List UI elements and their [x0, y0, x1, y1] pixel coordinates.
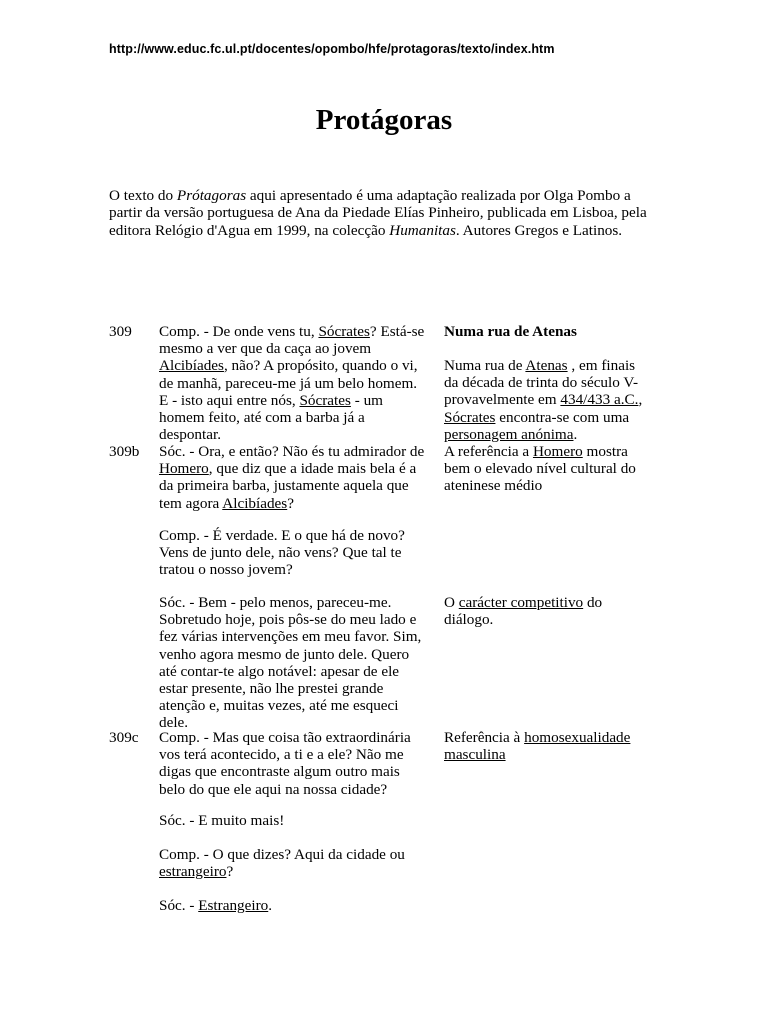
link-homosexualidade[interactable]: homosexualidade — [524, 729, 631, 746]
dialogue-block: Sóc. - E muito mais! — [159, 812, 285, 829]
note-block: Referência à homosexualidade masculina — [444, 729, 631, 764]
source-url[interactable]: http://www.educ.fc.ul.pt/docentes/opombo/hfe/protagoras/texto/index.htm — [109, 42, 555, 56]
notes-heading: Numa rua de Atenas — [444, 323, 577, 340]
link-estrangeiro[interactable]: Estrangeiro — [198, 897, 269, 914]
note-block: O carácter competitivo do diálogo. — [444, 594, 603, 629]
dialogue-block: Comp. - Mas que coisa tão extraordinária vos terá acontecido, a ti e a ele? Não me digas que encontraste algum outro mais belo do que ele aqui na nossa cidade? — [159, 729, 411, 798]
note-block: Numa rua de Atenas , em finais da década de trinta do século V- provavelmente em 434/433 a.C., Sócrates encontra-se com uma personagem anónima. — [444, 357, 643, 443]
section-ref-309b: 309b — [109, 443, 140, 460]
link-estrangeiro[interactable]: estrangeiro — [159, 863, 227, 881]
link-homero[interactable]: Homero — [159, 460, 209, 478]
dialogue-block: Comp. - De onde vens tu, Sócrates? Está-se mesmo a ver que da caça ao jovem Alcibíades, não? A propósito, quando o vi, de manhã, pareceu-me já um belo homem. E - isto aqui entre nós, Sócrates - um homem feito, até com a barba já a despontar. — [159, 323, 425, 444]
dialogue-block: Comp. - É verdade. E o que há de novo? Vens de junto dele, não vens? Que tal te tratou o nosso jovem? — [159, 527, 405, 579]
dialogue-block: Sóc. - Estrangeiro. — [159, 897, 273, 914]
dialogue-block: Sóc. - Bem - pelo menos, pareceu-me. Sobretudo hoje, pois pôs-se do meu lado e fez várias intervenções em meu favor. Sim, venho agora mesmo de junto dele. Quero até contar-te algo notável: apesar de ele estar presente, não lhe prestei grande atenção e, muitas vezes, até me esqueci dele. — [159, 594, 422, 732]
section-ref-309: 309 — [109, 323, 132, 340]
note-block: A referência a Homero mostra bem o elevado nível cultural do ateninese médio — [444, 443, 636, 495]
link-socrates[interactable]: Sócrates — [299, 391, 351, 409]
link-masculina[interactable]: masculina — [444, 746, 506, 764]
link-caracter-competitivo[interactable]: carácter competitivo — [458, 594, 584, 611]
intro-paragraph: O texto do Prótagoras aqui apresentado é uma adaptação realizada por Olga Pombo a partir da versão portuguesa de Ana da Piedade Elías Pinheiro, publicada em Lisboa, pela editora Relógio d'Agua em 1999, na colecção Humanitas. Autores Gregos e Latinos. — [109, 187, 647, 239]
link-personagem-anonima[interactable]: personagem anónima — [444, 425, 574, 443]
link-atenas[interactable]: Atenas — [525, 357, 568, 374]
link-socrates[interactable]: Sócrates — [444, 408, 496, 426]
link-socrates[interactable]: Sócrates — [318, 323, 370, 340]
link-date[interactable]: 434/433 a.C. — [560, 391, 639, 409]
section-ref-309c: 309c — [109, 729, 139, 746]
link-alcibiades[interactable]: Alcibíades — [222, 494, 288, 512]
link-homero[interactable]: Homero — [532, 443, 583, 460]
dialogue-block: Comp. - O que dizes? Aqui da cidade ou estrangeiro? — [159, 846, 405, 881]
page-title: Protágoras — [315, 104, 453, 136]
dialogue-block: Sóc. - Ora, e então? Não és tu admirador de Homero, que diz que a idade mais bela é a da primeira barba, justamente aquela que tem agora Alcibíades? — [159, 443, 425, 512]
link-alcibiades[interactable]: Alcibíades — [159, 357, 224, 375]
